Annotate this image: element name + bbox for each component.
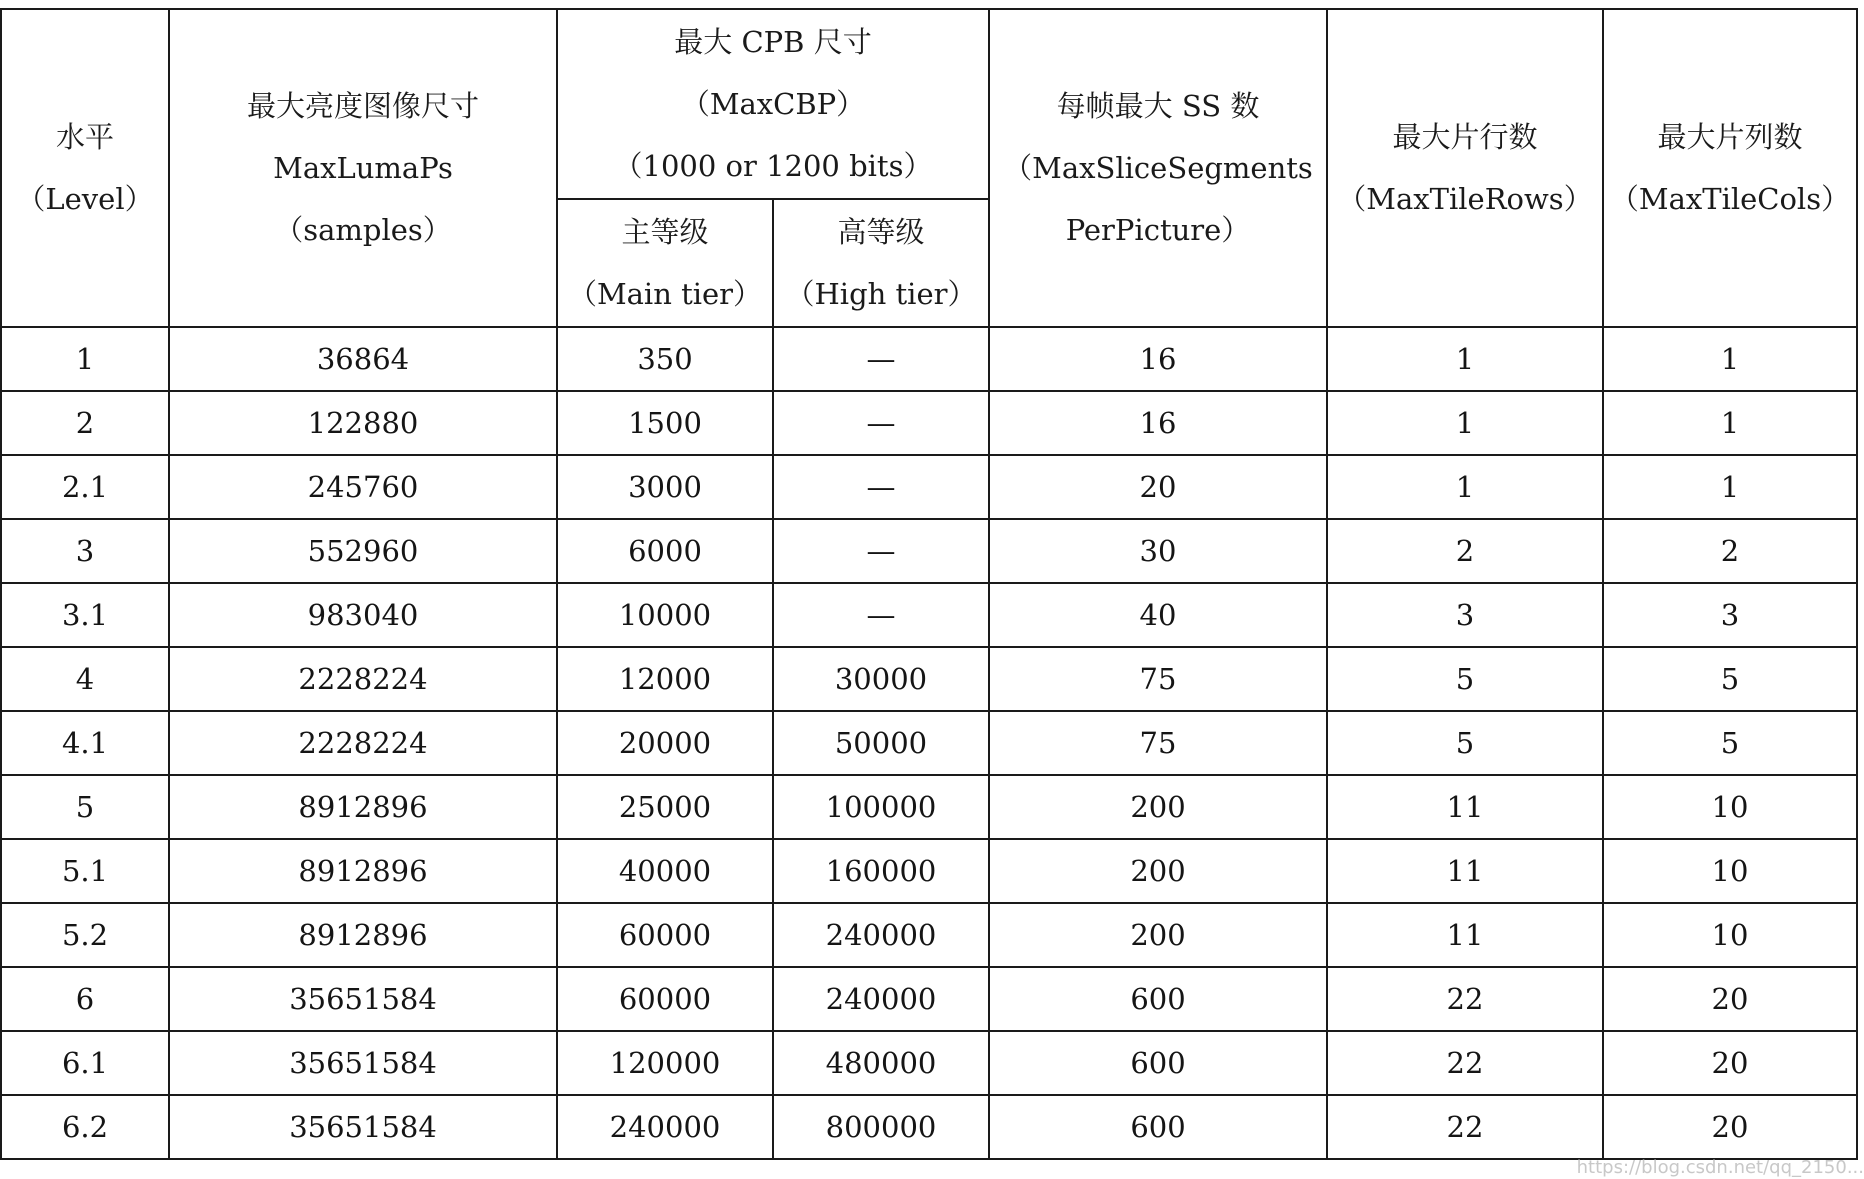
cell-max-tile-cols: 20 bbox=[1603, 1031, 1857, 1095]
header-max-luma-line: MaxLumaPs bbox=[273, 151, 453, 185]
cell-max-luma: 2228224 bbox=[169, 711, 557, 775]
cell-main-tier: 40000 bbox=[557, 839, 773, 903]
cell-max-tile-rows: 22 bbox=[1327, 1095, 1603, 1159]
header-max-tile-rows-line: 最大片行数 bbox=[1392, 120, 1538, 154]
cell-high-tier: — bbox=[773, 455, 989, 519]
header-max-luma-line: 最大亮度图像尺寸 bbox=[246, 89, 479, 123]
header-max-luma-line: （samples） bbox=[274, 213, 452, 247]
cell-level: 4.1 bbox=[1, 711, 169, 775]
cell-high-tier: 480000 bbox=[773, 1031, 989, 1095]
cell-max-slice-segments: 30 bbox=[989, 519, 1327, 583]
header-max-cpb-line: （MaxCBP） bbox=[680, 87, 866, 121]
table-row bbox=[1, 839, 1857, 903]
header-max-cpb-line: 最大 CPB 尺寸 bbox=[674, 25, 872, 59]
cell-main-tier: 3000 bbox=[557, 455, 773, 519]
cell-max-tile-rows: 5 bbox=[1327, 647, 1603, 711]
cell-max-tile-cols: 2 bbox=[1603, 519, 1857, 583]
header-level-line: 水平 bbox=[55, 120, 114, 154]
cell-max-slice-segments: 200 bbox=[989, 775, 1327, 839]
cell-level: 2 bbox=[1, 391, 169, 455]
table-row bbox=[1, 1031, 1857, 1095]
cell-main-tier: 25000 bbox=[557, 775, 773, 839]
cell-level: 6.2 bbox=[1, 1095, 169, 1159]
header-max-ss-line: 每帧最大 SS 数 bbox=[1056, 89, 1260, 123]
cell-max-slice-segments: 16 bbox=[989, 327, 1327, 391]
table-row bbox=[1, 647, 1857, 711]
cell-max-luma: 8912896 bbox=[169, 839, 557, 903]
cell-main-tier: 12000 bbox=[557, 647, 773, 711]
cell-level: 1 bbox=[1, 327, 169, 391]
cell-high-tier: 240000 bbox=[773, 967, 989, 1031]
cell-main-tier: 350 bbox=[557, 327, 773, 391]
header-max-ss-line: PerPicture） bbox=[1065, 213, 1251, 247]
cell-max-slice-segments: 200 bbox=[989, 839, 1327, 903]
header-max-cpb-line: （1000 or 1200 bits） bbox=[613, 149, 933, 183]
header-max-ss-line: （MaxSliceSegments bbox=[1003, 151, 1313, 185]
table-row bbox=[1, 967, 1857, 1031]
table-row bbox=[1, 775, 1857, 839]
cell-max-tile-cols: 5 bbox=[1603, 647, 1857, 711]
cell-high-tier: 50000 bbox=[773, 711, 989, 775]
table-row bbox=[1, 327, 1857, 391]
table-row bbox=[1, 903, 1857, 967]
cell-max-tile-cols: 5 bbox=[1603, 711, 1857, 775]
table-row bbox=[1, 455, 1857, 519]
cell-max-tile-rows: 11 bbox=[1327, 775, 1603, 839]
cell-max-slice-segments: 200 bbox=[989, 903, 1327, 967]
cell-max-tile-cols: 10 bbox=[1603, 839, 1857, 903]
cell-max-tile-rows: 22 bbox=[1327, 1031, 1603, 1095]
header-max-luma bbox=[169, 9, 557, 327]
cell-max-tile-rows: 1 bbox=[1327, 327, 1603, 391]
cell-level: 6 bbox=[1, 967, 169, 1031]
cell-main-tier: 1500 bbox=[557, 391, 773, 455]
cell-max-slice-segments: 16 bbox=[989, 391, 1327, 455]
cell-max-tile-cols: 3 bbox=[1603, 583, 1857, 647]
cell-max-tile-rows: 22 bbox=[1327, 967, 1603, 1031]
cell-max-luma: 8912896 bbox=[169, 775, 557, 839]
cell-level: 5.1 bbox=[1, 839, 169, 903]
cell-level: 2.1 bbox=[1, 455, 169, 519]
cell-max-luma: 552960 bbox=[169, 519, 557, 583]
header-max-tile-rows bbox=[1327, 9, 1603, 327]
cell-max-luma: 35651584 bbox=[169, 1095, 557, 1159]
cell-max-luma: 2228224 bbox=[169, 647, 557, 711]
cell-level: 5.2 bbox=[1, 903, 169, 967]
header-level bbox=[1, 9, 169, 327]
cell-high-tier: — bbox=[773, 583, 989, 647]
cell-high-tier: — bbox=[773, 391, 989, 455]
hevc-levels-table bbox=[0, 8, 1858, 1160]
cell-max-luma: 36864 bbox=[169, 327, 557, 391]
cell-main-tier: 120000 bbox=[557, 1031, 773, 1095]
header-max-tile-rows-line: （MaxTileRows） bbox=[1337, 182, 1593, 216]
cell-max-tile-cols: 1 bbox=[1603, 391, 1857, 455]
cell-max-tile-cols: 1 bbox=[1603, 455, 1857, 519]
cell-max-tile-cols: 20 bbox=[1603, 1095, 1857, 1159]
header-max-cpb bbox=[557, 9, 989, 199]
cell-max-tile-rows: 11 bbox=[1327, 839, 1603, 903]
cell-max-luma: 245760 bbox=[169, 455, 557, 519]
cell-main-tier: 240000 bbox=[557, 1095, 773, 1159]
header-high-tier-line: （High tier） bbox=[785, 277, 977, 311]
cell-level: 3 bbox=[1, 519, 169, 583]
cell-max-luma: 8912896 bbox=[169, 903, 557, 967]
header-max-tile-cols-line: 最大片列数 bbox=[1657, 120, 1803, 154]
cell-main-tier: 10000 bbox=[557, 583, 773, 647]
table-body bbox=[1, 327, 1857, 1159]
cell-max-slice-segments: 600 bbox=[989, 967, 1327, 1031]
table-row bbox=[1, 1095, 1857, 1159]
cell-max-tile-rows: 5 bbox=[1327, 711, 1603, 775]
cell-max-tile-rows: 1 bbox=[1327, 391, 1603, 455]
cell-max-slice-segments: 600 bbox=[989, 1031, 1327, 1095]
cell-max-slice-segments: 20 bbox=[989, 455, 1327, 519]
cell-max-tile-cols: 10 bbox=[1603, 775, 1857, 839]
table-row bbox=[1, 519, 1857, 583]
cell-high-tier: 240000 bbox=[773, 903, 989, 967]
cell-high-tier: 30000 bbox=[773, 647, 989, 711]
cell-max-tile-cols: 20 bbox=[1603, 967, 1857, 1031]
cell-max-luma: 122880 bbox=[169, 391, 557, 455]
header-main-tier bbox=[557, 199, 773, 327]
watermark-text: https://blog.csdn.net/qq_2150... bbox=[1576, 1157, 1864, 1178]
header-max-slice-segments bbox=[989, 9, 1327, 327]
cell-max-tile-cols: 1 bbox=[1603, 327, 1857, 391]
levels-table-container bbox=[0, 8, 1856, 1160]
cell-max-tile-rows: 1 bbox=[1327, 455, 1603, 519]
cell-high-tier: 800000 bbox=[773, 1095, 989, 1159]
cell-level: 6.1 bbox=[1, 1031, 169, 1095]
cell-max-luma: 35651584 bbox=[169, 967, 557, 1031]
cell-main-tier: 60000 bbox=[557, 967, 773, 1031]
header-level-line: （Level） bbox=[16, 182, 154, 216]
cell-max-slice-segments: 40 bbox=[989, 583, 1327, 647]
cell-high-tier: — bbox=[773, 327, 989, 391]
cell-max-tile-cols: 10 bbox=[1603, 903, 1857, 967]
cell-max-tile-rows: 3 bbox=[1327, 583, 1603, 647]
cell-max-slice-segments: 600 bbox=[989, 1095, 1327, 1159]
cell-max-slice-segments: 75 bbox=[989, 711, 1327, 775]
cell-max-tile-rows: 2 bbox=[1327, 519, 1603, 583]
cell-main-tier: 60000 bbox=[557, 903, 773, 967]
cell-main-tier: 6000 bbox=[557, 519, 773, 583]
cell-max-luma: 35651584 bbox=[169, 1031, 557, 1095]
header-high-tier-line: 高等级 bbox=[837, 215, 925, 249]
cell-high-tier: 160000 bbox=[773, 839, 989, 903]
cell-max-slice-segments: 75 bbox=[989, 647, 1327, 711]
cell-level: 5 bbox=[1, 775, 169, 839]
header-high-tier bbox=[773, 199, 989, 327]
cell-high-tier: 100000 bbox=[773, 775, 989, 839]
cell-max-tile-rows: 11 bbox=[1327, 903, 1603, 967]
header-main-tier-line: （Main tier） bbox=[567, 277, 763, 311]
cell-high-tier: — bbox=[773, 519, 989, 583]
header-row bbox=[1, 9, 1857, 199]
cell-level: 4 bbox=[1, 647, 169, 711]
header-main-tier-line: 主等级 bbox=[621, 215, 709, 249]
cell-level: 3.1 bbox=[1, 583, 169, 647]
header-max-tile-cols bbox=[1603, 9, 1857, 327]
table-row bbox=[1, 711, 1857, 775]
header-max-tile-cols-line: （MaxTileCols） bbox=[1609, 182, 1851, 216]
table-row bbox=[1, 391, 1857, 455]
table-row bbox=[1, 583, 1857, 647]
cell-max-luma: 983040 bbox=[169, 583, 557, 647]
cell-main-tier: 20000 bbox=[557, 711, 773, 775]
